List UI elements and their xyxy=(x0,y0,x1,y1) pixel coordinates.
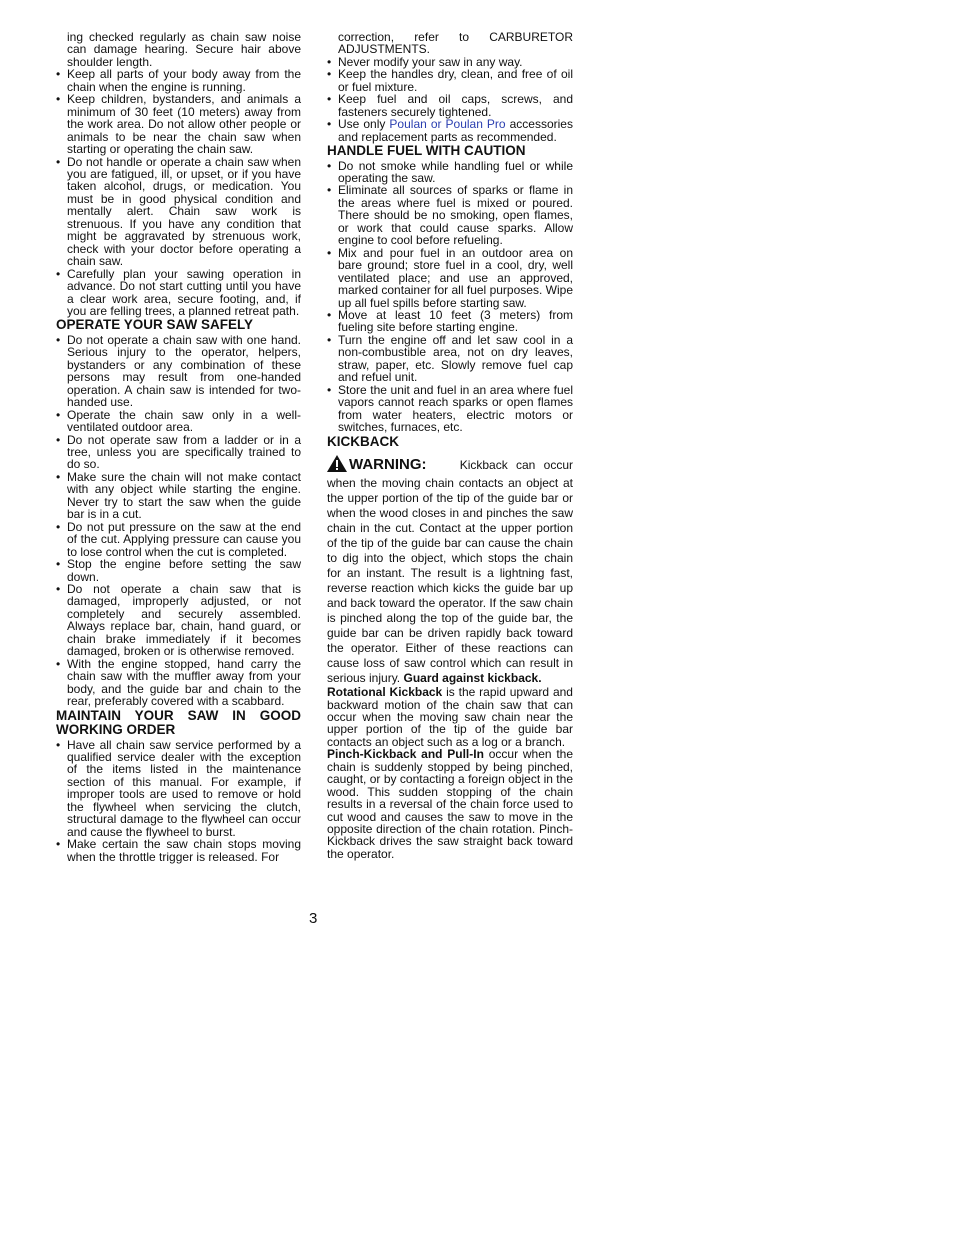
list-item: • Keep the handles dry, clean, and free of oil or fuel mixture. xyxy=(327,68,573,93)
list-item: • Do not handle or operate a chain saw when you are fatigued, ill, or upset, or if you have taken alcohol, drugs, or medication. You must be in good physical condition and mentally alert. Chain saw work is strenuous. If you have any condition that might be aggravated by strenuous work, check with your doctor before operating a chain saw. xyxy=(56,156,301,268)
list-item: • Keep all parts of your body away from the chain when the engine is running. xyxy=(56,68,301,93)
pinch-paragraph xyxy=(327,748,573,860)
brand-link[interactable]: Poulan or Poulan Pro xyxy=(389,117,506,132)
right-column xyxy=(327,31,573,860)
list-item: • Stop the engine before setting the saw down. xyxy=(56,558,301,583)
list-item: • With the engine stopped, hand carry the chain saw with the muffler away from your body, and the guide bar and chain to the rear, preferably covered with a scabbard. xyxy=(56,658,301,708)
use-only-text-end: accessories and replacement parts as recommended. xyxy=(338,117,573,144)
continued-text: correction, refer to CARBURETOR ADJUSTMENTS. xyxy=(338,30,573,57)
list-item: • Carefully plan your sawing operation in advance. Do not start cutting until you have a clear work area, secure footing, and, if you are felling trees, a planned retreat path. xyxy=(56,268,301,318)
continued-text: ing checked regularly as chain saw noise can damage hearing. Secure hair above shoulder length. xyxy=(67,30,301,69)
rotational-paragraph xyxy=(327,686,573,748)
kickback-heading: KICKBACK xyxy=(327,433,399,449)
pinch-label: Pinch-Kickback and Pull-In xyxy=(327,747,484,762)
list-item: • Have all chain saw service performed by a qualified service dealer with the exception of the items listed in the maintenance section of this manual. For example, if improper tools are used to remove or hold the flywheel when servicing the clutch, structural damage to the flywheel can occur and cause the flywheel to burst. xyxy=(56,739,301,839)
list-item: • Make certain the saw chain stops moving when the throttle trigger is released. For xyxy=(56,838,301,863)
rotational-text: is the rapid upward and backward motion of the chain saw that can occur when the moving saw chain near the upper portion of the tip of the guide bar contacts an object such as a log or a branch. xyxy=(327,685,573,749)
warning-guard: Guard against kickback. xyxy=(403,671,542,686)
list-item: • Never modify your saw in any way. xyxy=(327,56,573,68)
operate-bullet-list xyxy=(56,334,301,708)
maintain-bullet-list-cont xyxy=(327,56,573,143)
list-item: • Eliminate all sources of sparks or flame in the areas where fuel is mixed or poured. There should be no smoking, open flames, or work that could cause sparks. Allow engine to cool before refueling. xyxy=(327,184,573,246)
warning-triangle-icon xyxy=(327,455,347,476)
list-item: • Store the unit and fuel in an area where fuel vapors cannot reach sparks or open flames from water heaters, electric motors or switches, furnaces, etc. xyxy=(327,384,573,434)
left-column xyxy=(56,31,301,863)
pinch-text: occur when the chain is suddenly stopped by being pinched, caught, or by contacting a foreign object in the wood. This sudden stopping of the chain results in a reversal of the chain force used to cut wood and causes the saw to move in the opposite direction of the chain rotation. Pinch-Kickback drives the saw straight back toward the operator. xyxy=(327,747,574,861)
list-item: • Do not operate saw from a ladder or in a tree, unless you are specifically trained to do so. xyxy=(56,434,301,471)
list-item: • Do not operate a chain saw with one hand. Serious injury to the operator, helpers, bystanders or any combination of these persons may result from one-handed operation. A chain saw is intended for two-handed use. xyxy=(56,334,301,409)
fuel-bullet-list xyxy=(327,160,573,434)
warning-text: Kickback can occur when the moving chain contacts an object at the upper portion of the tip of the guide bar or when the wood closes in and pinches the saw chain in the cut. Contact at the upper portion of the tip of the guide bar can cause the chain to dig into the object, which stops the chain for an instant. The result is a lightning fast, reverse reaction which kicks the guide bar up and back toward the operator. If the saw chain is pinched along the top of the guide bar, the guide bar can be driven rapidly back toward the operator. Either of these reactions can cause loss of saw control which can result in serious injury. xyxy=(327,458,573,686)
list-item: • Mix and pour fuel in an outdoor area on bare ground; store fuel in a cool, dry, well ventilated place; and use an approved, marked container for all fuel purposes. Wipe up all fuel spills before starting saw. xyxy=(327,247,573,309)
maintain-heading: MAINTAIN YOUR SAW IN GOOD WORKING ORDER xyxy=(56,707,301,738)
list-item: • Keep fuel and oil caps, screws, and fasteners securely tightened. xyxy=(327,93,573,118)
page-number: 3 xyxy=(309,910,318,927)
list-item: • Do not operate a chain saw that is damaged, improperly adjusted, or not completely and securely assembled. Always replace bar, chain, hand guard, or chain brake immediately if it becomes damaged, broken or is otherwise removed. xyxy=(56,583,301,658)
list-item: • Operate the chain saw only in a well-ventilated outdoor area. xyxy=(56,409,301,434)
intro-bullet-list xyxy=(56,68,301,317)
warning-paragraph xyxy=(327,455,573,686)
list-item: • Keep children, bystanders, and animals a minimum of 30 feet (10 meters) away from the work area. Do not allow other people or animals to be near the chain saw when starting or operating the chain saw. xyxy=(56,93,301,155)
operate-heading: OPERATE YOUR SAW SAFELY xyxy=(56,317,254,333)
maintain-bullet-list xyxy=(56,739,301,864)
use-only-text: Use only xyxy=(338,117,390,132)
fuel-heading: HANDLE FUEL WITH CAUTION xyxy=(327,143,526,159)
list-item: • Move at least 10 feet (3 meters) from fueling site before starting engine. xyxy=(327,309,573,334)
list-item: • Do not smoke while handling fuel or while operating the saw. xyxy=(327,160,573,185)
list-item: • Turn the engine off and let saw cool in a non-combustible area, not on dry leaves, straw, paper, etc. Slowly remove fuel cap and refuel unit. xyxy=(327,334,573,384)
list-item xyxy=(327,118,573,143)
warning-label: WARNING: xyxy=(349,456,427,474)
rotational-label: Rotational Kickback xyxy=(327,685,443,700)
list-item: • Make sure the chain will not make contact with any object while starting the engine. Never try to start the saw when the guide bar is in a cut. xyxy=(56,471,301,521)
list-item: • Do not put pressure on the saw at the end of the cut. Applying pressure can cause you to lose control when the cut is completed. xyxy=(56,521,301,558)
